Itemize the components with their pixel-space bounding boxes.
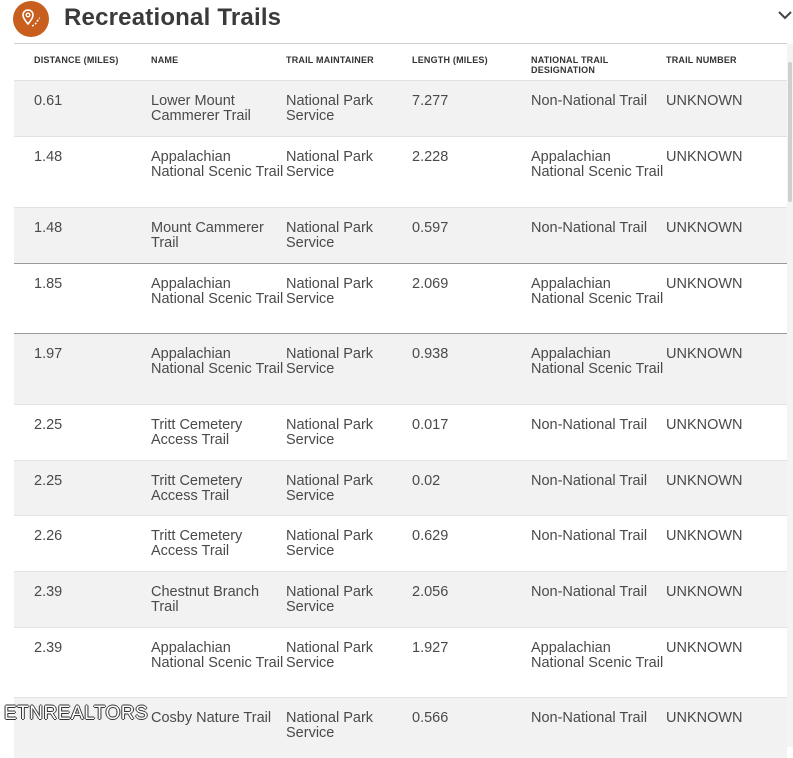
table-cell: UNKNOWN — [666, 405, 787, 461]
table-row — [14, 264, 787, 334]
table-cell: Cosby Nature Trail — [151, 698, 286, 758]
table-cell: Appalachian National Scenic Trail — [151, 137, 286, 208]
table-cell: National Park Service — [286, 264, 412, 334]
table-cell: Appalachian National Scenic Trail — [151, 264, 286, 334]
table-cell: UNKNOWN — [666, 516, 787, 572]
table-cell: Non-National Trail — [531, 405, 666, 461]
table-cell: 2.39 — [14, 572, 151, 628]
table-cell: UNKNOWN — [666, 572, 787, 628]
table-row — [14, 516, 787, 572]
table-cell: 2.056 — [412, 572, 531, 628]
table-cell: 0.02 — [412, 461, 531, 516]
table-row — [14, 334, 787, 405]
table-cell: 2.39 — [14, 628, 151, 698]
table-cell: National Park Service — [286, 137, 412, 208]
table-cell: Non-National Trail — [531, 572, 666, 628]
table-cell: 1.97 — [14, 334, 151, 405]
table-row — [14, 405, 787, 461]
table-cell: Appalachian National Scenic Trail — [531, 264, 666, 334]
table-cell: UNKNOWN — [666, 208, 787, 264]
table-cell: 0.61 — [14, 81, 151, 137]
table-cell: National Park Service — [286, 572, 412, 628]
table-row — [14, 572, 787, 628]
table-cell: 2.069 — [412, 264, 531, 334]
table-cell: Non-National Trail — [531, 516, 666, 572]
table-cell: Mount Cammerer Trail — [151, 208, 286, 264]
table-cell: National Park Service — [286, 208, 412, 264]
table-cell: Non-National Trail — [531, 461, 666, 516]
table-cell: Tritt Cemetery Access Trail — [151, 405, 286, 461]
table-cell: National Park Service — [286, 698, 412, 758]
table-cell: UNKNOWN — [666, 264, 787, 334]
table-cell: 1.48 — [14, 137, 151, 208]
table-cell: 2.228 — [412, 137, 531, 208]
table-cell: Non-National Trail — [531, 208, 666, 264]
table-cell: Non-National Trail — [531, 698, 666, 758]
table-cell: Appalachian National Scenic Trail — [531, 628, 666, 698]
table-cell: Tritt Cemetery Access Trail — [151, 461, 286, 516]
map-pin-icon — [13, 1, 49, 37]
table-cell: UNKNOWN — [666, 461, 787, 516]
column-header[interactable]: TRAIL MAINTAINER — [286, 55, 374, 65]
table-row — [14, 137, 787, 208]
table-cell: 1.927 — [412, 628, 531, 698]
table-cell: 2.25 — [14, 405, 151, 461]
table-cell: National Park Service — [286, 81, 412, 137]
table-cell: UNKNOWN — [666, 334, 787, 405]
table-cell: 0.629 — [412, 516, 531, 572]
chevron-down-icon[interactable] — [778, 8, 792, 22]
table-cell: Appalachian National Scenic Trail — [151, 334, 286, 405]
trails-table — [14, 44, 787, 758]
table-cell: 2.26 — [14, 516, 151, 572]
table-cell: UNKNOWN — [666, 628, 787, 698]
table-cell: National Park Service — [286, 628, 412, 698]
table-cell: National Park Service — [286, 461, 412, 516]
table-cell: 2.25 — [14, 461, 151, 516]
column-header[interactable]: NAME — [151, 55, 179, 65]
scrollbar-thumb[interactable] — [788, 62, 792, 202]
table-cell: National Park Service — [286, 405, 412, 461]
table-cell: 0.017 — [412, 405, 531, 461]
table-cell: Non-National Trail — [531, 81, 666, 137]
section-header — [0, 0, 793, 44]
table-cell: Chestnut Branch Trail — [151, 572, 286, 628]
watermark: ETNREALTORS — [4, 703, 149, 724]
table-cell: 0.938 — [412, 334, 531, 405]
table-row — [14, 208, 787, 264]
table-row — [14, 628, 787, 698]
column-header[interactable]: DISTANCE (MILES) — [34, 55, 119, 65]
table-cell: National Park Service — [286, 516, 412, 572]
table-cell: 1.48 — [14, 208, 151, 264]
column-header[interactable]: TRAIL NUMBER — [666, 55, 737, 65]
table-cell: 0.566 — [412, 698, 531, 758]
table-cell: Appalachian National Scenic Trail — [531, 137, 666, 208]
table-cell: UNKNOWN — [666, 698, 787, 758]
table-cell: Tritt Cemetery Access Trail — [151, 516, 286, 572]
table-cell: 1.85 — [14, 264, 151, 334]
table-cell: Appalachian National Scenic Trail — [531, 334, 666, 405]
table-cell: Lower Mount Cammerer Trail — [151, 81, 286, 137]
table-header-row — [14, 44, 787, 81]
table-cell: Appalachian National Scenic Trail — [151, 628, 286, 698]
table-cell: UNKNOWN — [666, 81, 787, 137]
column-header[interactable]: LENGTH (MILES) — [412, 55, 488, 65]
table-row — [14, 461, 787, 516]
table-cell: 0.597 — [412, 208, 531, 264]
column-header[interactable]: NATIONAL TRAIL DESIGNATION — [531, 55, 609, 75]
table-row — [14, 81, 787, 137]
table-cell: National Park Service — [286, 334, 412, 405]
section-title: Recreational Trails — [64, 4, 282, 31]
table-cell: UNKNOWN — [666, 137, 787, 208]
table-cell: 7.277 — [412, 81, 531, 137]
